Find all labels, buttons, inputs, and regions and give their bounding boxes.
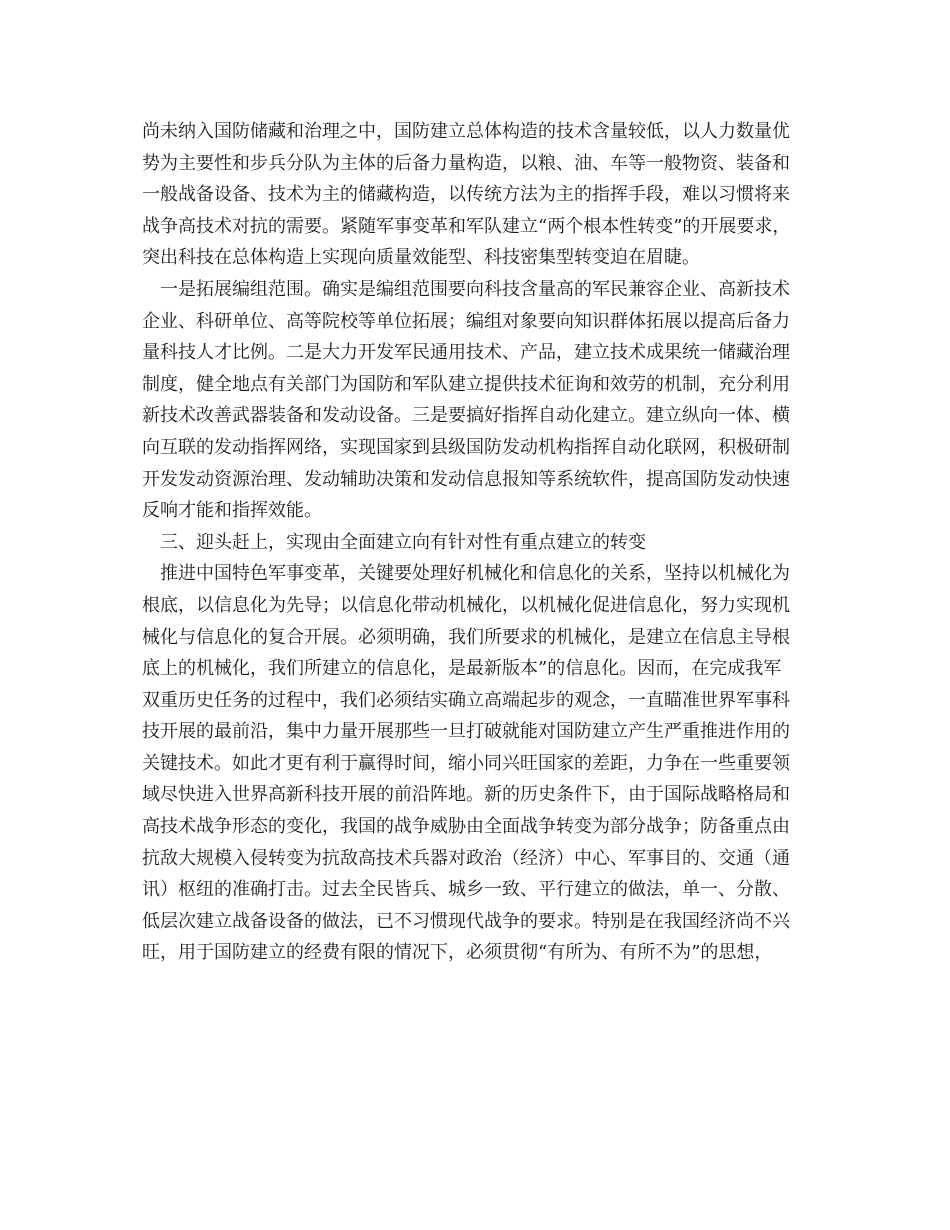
text-line: 讯）枢纽的准确打击。过去全民皆兵、城乡一致、平行建立的做法，单一、分散、 <box>142 879 790 901</box>
text-line: 三、迎头赶上，实现由全面建立向有针对性有重点建立的转变 <box>160 531 646 553</box>
text-line: 反响才能和指挥效能。 <box>142 500 322 522</box>
text-line: 关键技术。如此才更有利于赢得时间，缩小同兴旺国家的差距，力争在一些重要领 <box>142 752 790 774</box>
text-line: 域尽快进入世界高新科技开展的前沿阵地。新的历史条件下，由于国际战略格局和 <box>142 784 790 806</box>
text-line: 一是拓展编组范围。确实是编组范围要向科技含量高的军民兼容企业、高新技术 <box>160 278 790 300</box>
text-line: 底上的机械化，我们所建立的信息化，是最新版本”的信息化。因而，在完成我军 <box>142 658 782 680</box>
text-line: 低层次建立战备设备的做法，已不习惯现代战争的要求。特别是在我国经济尚不兴 <box>142 910 790 932</box>
text-line: 开发发动资源治理、发动辅助决策和发动信息报知等系统软件，提高国防发动快速 <box>142 468 790 490</box>
paragraph <box>142 558 812 969</box>
text-line: 战争高技术对抗的需要。紧随军事变革和军队建立“两个根本性转变”的开展要求， <box>142 215 791 237</box>
text-line: 双重历史任务的过程中，我们必须结实确立高端起步的观念，一直瞄准世界军事科 <box>142 689 790 711</box>
paragraph <box>142 116 812 274</box>
text-line: 一般战备设备、技术为主的储藏构造，以传统方法为主的指挥手段，难以习惯将来 <box>142 184 790 206</box>
text-line: 势为主要性和步兵分队为主体的后备力量构造，以粮、油、车等一般物资、装备和 <box>142 152 790 174</box>
text-line: 企业、科研单位、高等院校等单位拓展；编组对象要向知识群体拓展以提高后备力 <box>142 310 790 332</box>
text-line: 根底，以信息化为先导；以信息化带动机械化，以机械化促进信息化，努力实现机 <box>142 594 790 616</box>
text-line: 突出科技在总体构造上实现向质量效能型、科技密集型转变迫在眉睫。 <box>142 247 700 269</box>
text-line: 制度，健全地点有关部门为国防和军队建立提供技术征询和效劳的机制，充分利用 <box>142 373 790 395</box>
text-line: 推进中国特色军事变革，关键要处理好机械化和信息化的关系，坚持以机械化为 <box>160 563 790 585</box>
paragraph <box>142 274 812 527</box>
text-line: 向互联的发动指挥网络，实现国家到县级国防发动机构指挥自动化联网，积极研制 <box>142 436 790 458</box>
text-line: 抗敌大规模入侵转变为抗敌高技术兵器对政治（经济）中心、军事目的、交通（通 <box>142 847 790 869</box>
text-line: 旺，用于国防建立的经费有限的情况下，必须贯彻“有所为、有所不为”的思想， <box>142 942 773 964</box>
document-body <box>142 116 812 969</box>
text-line: 械化与信息化的复合开展。必须明确，我们所要求的机械化，是建立在信息主导根 <box>142 626 790 648</box>
text-line: 新技术改善武器装备和发动设备。三是要搞好指挥自动化建立。建立纵向一体、横 <box>142 405 790 427</box>
text-line: 高技术战争形态的变化，我国的战争威胁由全面战争转变为部分战争；防备重点由 <box>142 816 790 838</box>
text-line: 量科技人才比例。二是大力开发军民通用技术、产品，建立技术成果统一储藏治理 <box>142 342 790 364</box>
text-line: 技开展的最前沿，集中力量开展那些一旦打破就能对国防建立产生严重推进作用的 <box>142 721 790 743</box>
text-line: 尚未纳入国防储藏和治理之中，国防建立总体构造的技术含量较低，以人力数量优 <box>142 121 790 142</box>
paragraph <box>142 527 812 559</box>
